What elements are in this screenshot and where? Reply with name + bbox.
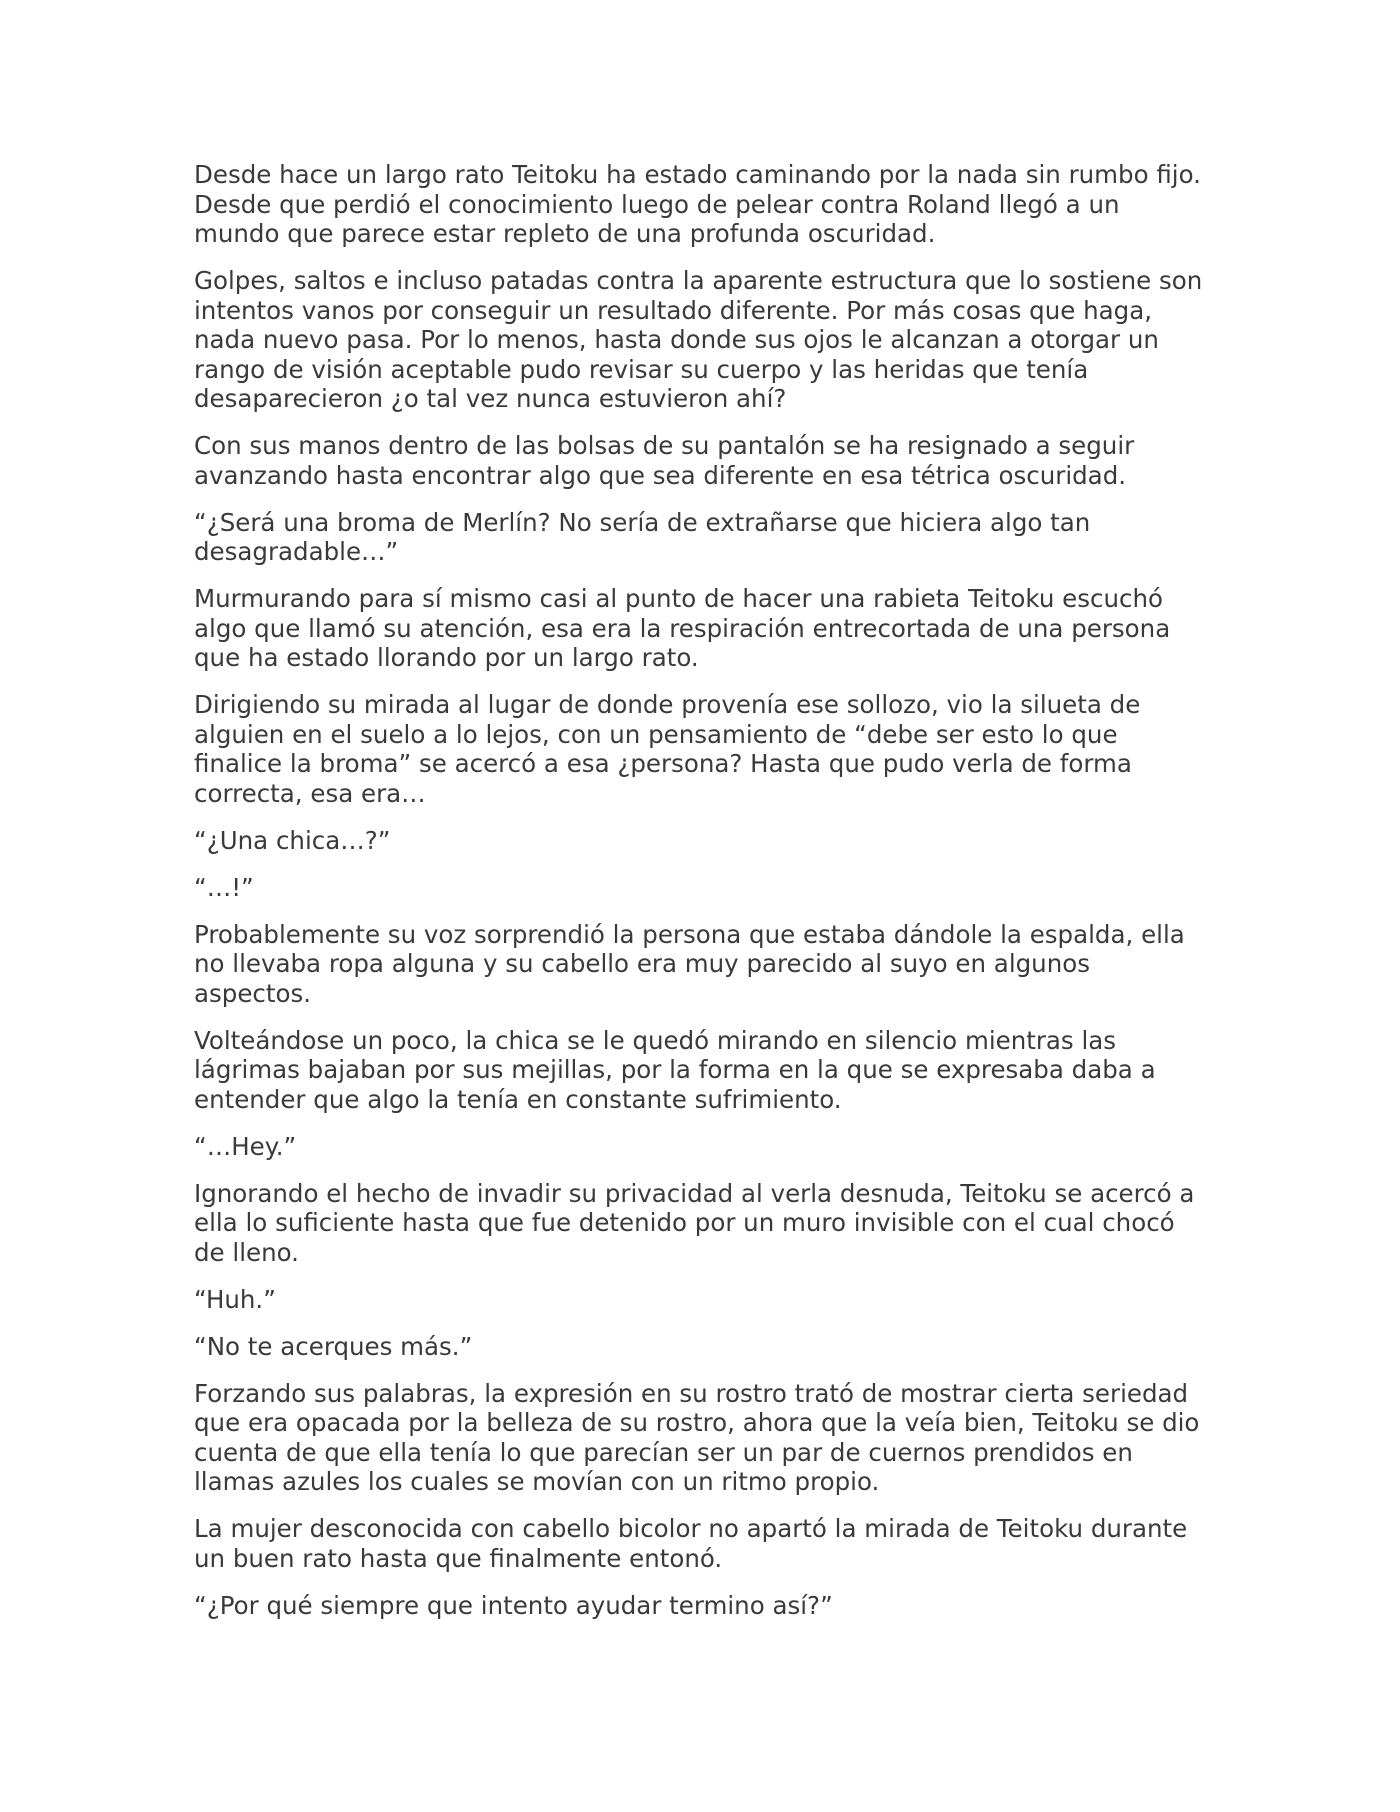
dialogue-line: “¿Será una broma de Merlín? No sería de extrañarse que hiciera algo tan desagradable…” bbox=[194, 507, 1091, 566]
paragraph: Murmurando para sí mismo casi al punto de hacer una rabieta Teitoku escuchó algo que llamó su atención, esa era la respiración entrecortada de una persona que ha estado llorando por un largo rato. bbox=[194, 584, 1171, 672]
paragraph: Forzando sus palabras, la expresión en su rostro trató de mostrar cierta seriedad que era opacada por la belleza de su rostro, ahora que la veía bien, Teitoku se dio cuenta de que ella tenía lo que parecían ser un par de cuernos prendidos en llamas azules los cuales se movían con un ritmo propio. bbox=[194, 1378, 1200, 1496]
dialogue-line: “…!” bbox=[194, 872, 254, 902]
document-body bbox=[194, 160, 1204, 1638]
paragraph: Probablemente su voz sorprendió la persona que estaba dándole la espalda, ella no llevaba ropa alguna y su cabello era muy parecido al suyo en algunos aspectos. bbox=[194, 919, 1185, 1008]
paragraph: La mujer desconocida con cabello bicolor no apartó la mirada de Teitoku durante un buen rato hasta que finalmente entonó. bbox=[194, 1514, 1188, 1573]
dialogue-line: “No te acerques más.” bbox=[194, 1331, 473, 1361]
paragraph: Dirigiendo su mirada al lugar de donde provenía ese sollozo, vio la silueta de alguien en el suelo a lo lejos, con un pensamiento de “debe ser esto lo que finalice la broma” se acercó a esa ¿persona? Hasta que pudo verla de forma correcta, esa era… bbox=[194, 690, 1141, 808]
dialogue-line: “…Hey.” bbox=[194, 1131, 297, 1161]
dialogue-line: “¿Por qué siempre que intento ayudar termino así?” bbox=[194, 1590, 833, 1620]
dialogue-line: “Huh.” bbox=[194, 1284, 276, 1314]
paragraph: Ignorando el hecho de invadir su privacidad al verla desnuda, Teitoku se acercó a ella lo suficiente hasta que fue detenido por un muro invisible con el cual chocó de lleno. bbox=[194, 1178, 1195, 1267]
dialogue-line: “¿Una chica…?” bbox=[194, 825, 391, 855]
paragraph: Volteándose un poco, la chica se le quedó mirando en silencio mientras las lágrimas bajaban por sus mejillas, por la forma en la que se expresaba daba a entender que algo la tenía en constante sufrimiento. bbox=[194, 1025, 1156, 1114]
paragraph: Golpes, saltos e incluso patadas contra la aparente estructura que lo sostiene son intentos vanos por conseguir un resultado diferente. Por más cosas que haga, nada nuevo pasa. Por lo menos, hasta donde sus ojos le alcanzan a otorgar un rango de visión aceptable pudo revisar su cuerpo y las heridas que tenía desaparecieron ¿o tal vez nunca estuvieron ahí? bbox=[194, 266, 1203, 413]
paragraph: Con sus manos dentro de las bolsas de su pantalón se ha resignado a seguir avanzando hasta encontrar algo que sea diferente en esa tétrica oscuridad. bbox=[194, 431, 1135, 490]
paragraph: Desde hace un largo rato Teitoku ha estado caminando por la nada sin rumbo fijo. Desde que perdió el conocimiento luego de pelear contra Roland llegó a un mundo que parece estar repleto de una profunda oscuridad. bbox=[194, 160, 1201, 248]
